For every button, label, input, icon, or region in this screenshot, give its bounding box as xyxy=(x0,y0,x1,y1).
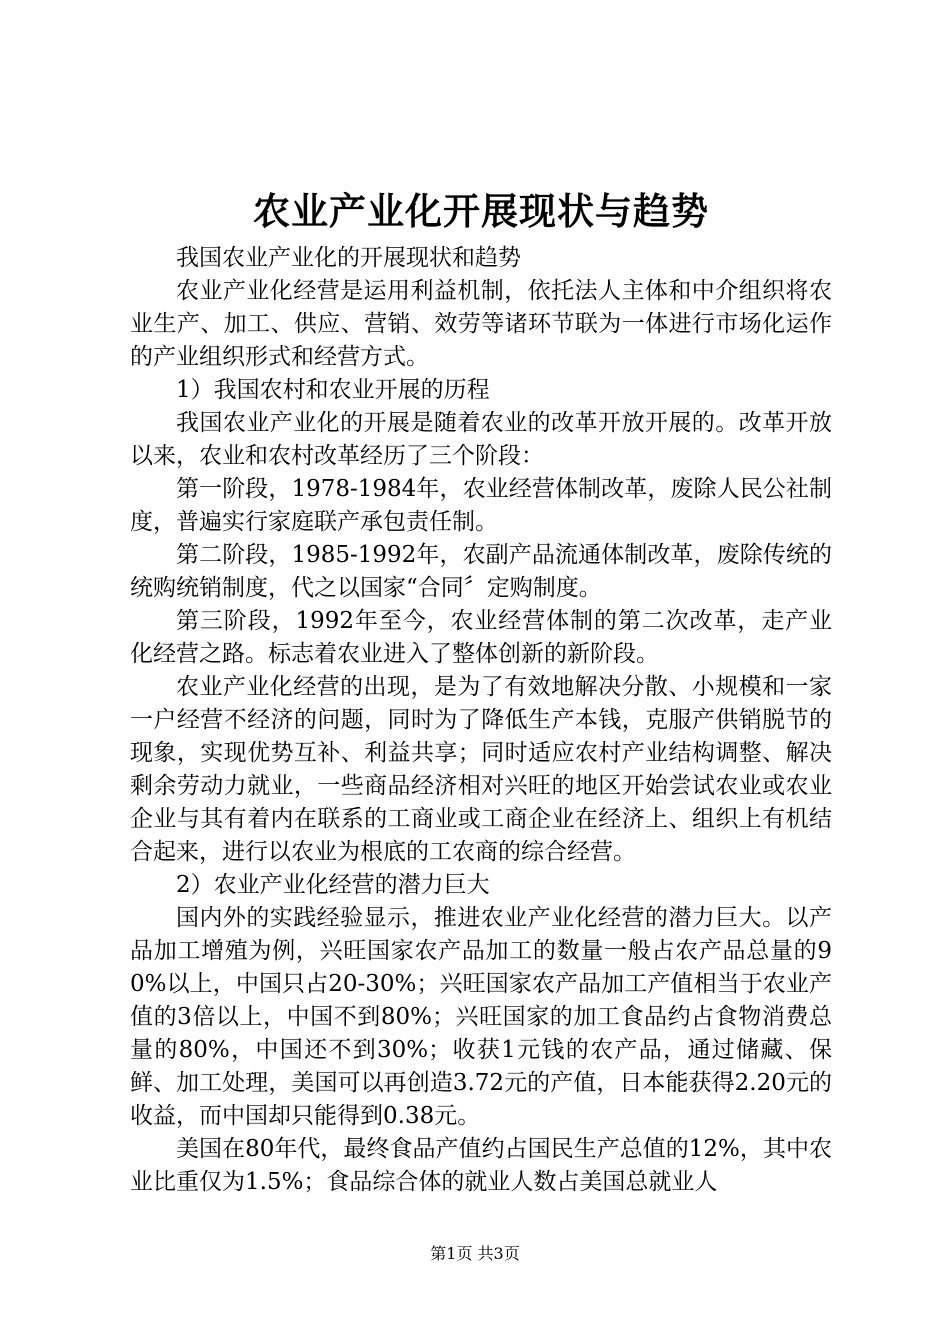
body-paragraph: 第一阶段，1978-1984年，农业经营体制改革，废除人民公社制度，普遍实行家庭联产承包责任制。 xyxy=(130,476,832,535)
section-heading: 1）我国农村和农业开展的历程 xyxy=(176,377,490,403)
section-heading: 2）农业产业化经营的潜力巨大 xyxy=(176,872,490,898)
page-number-footer: 第1页 共3页 xyxy=(430,1244,520,1263)
document-body xyxy=(130,242,832,1199)
subtitle-paragraph: 我国农业产业化的开展现状和趋势 xyxy=(176,245,521,271)
body-paragraph: 第三阶段，1992年至今，农业经营体制的第二次改革，走产业化经营之路。标志着农业进入了整体创新的新阶段。 xyxy=(130,608,832,667)
document-page xyxy=(130,186,832,1199)
body-paragraph: 农业产业化经营是运用利益机制，依托法人主体和中介组织将农业生产、加工、供应、营销、效劳等诸环节联为一体进行市场化运作的产业组织形式和经营方式。 xyxy=(130,278,832,370)
body-paragraph: 国内外的实践经验显示，推进农业产业化经营的潜力巨大。以产品加工增殖为例，兴旺国家农产品加工的数量一般占农产品总量的90%以上，中国只占20-30%；兴旺国家农产品加工产值相当于农业产值的3倍以上，中国不到80%；兴旺国家的加工食品约占食物消费总量的80%，中国还不到30%；收获1元钱的农产品，通过储藏、保鲜、加工处理，美国可以再创造3.72元的产值，日本能获得2.20元的收益，而中国却只能得到0.38元。 xyxy=(130,905,832,1129)
document-title: 农业产业化开展现状与趋势 xyxy=(253,189,709,233)
body-paragraph: 第二阶段，1985-1992年，农副产品流通体制改革，废除传统的统购统销制度，代之以国家“合同〞定购制度。 xyxy=(130,542,832,601)
body-paragraph: 农业产业化经营的出现，是为了有效地解决分散、小规模和一家一户经营不经济的问题，同时为了降低生产本钱，克服产供销脱节的现象，实现优势互补、利益共享；同时适应农村产业结构调整、解决剩余劳动力就业，一些商品经济相对兴旺的地区开始尝试农业或农业企业与其有着内在联系的工商业或工商企业在经济上、组织上有机结合起来，进行以农业为根底的工农商的综合经营。 xyxy=(130,674,832,865)
body-paragraph: 我国农业产业化的开展是随着农业的改革开放开展的。改革开放以来，农业和农村改革经历了三个阶段： xyxy=(130,410,832,469)
body-paragraph: 美国在80年代，最终食品产值约占国民生产总值的12%，其中农业比重仅为1.5%；食品综合体的就业人数占美国总就业人 xyxy=(130,1136,832,1195)
